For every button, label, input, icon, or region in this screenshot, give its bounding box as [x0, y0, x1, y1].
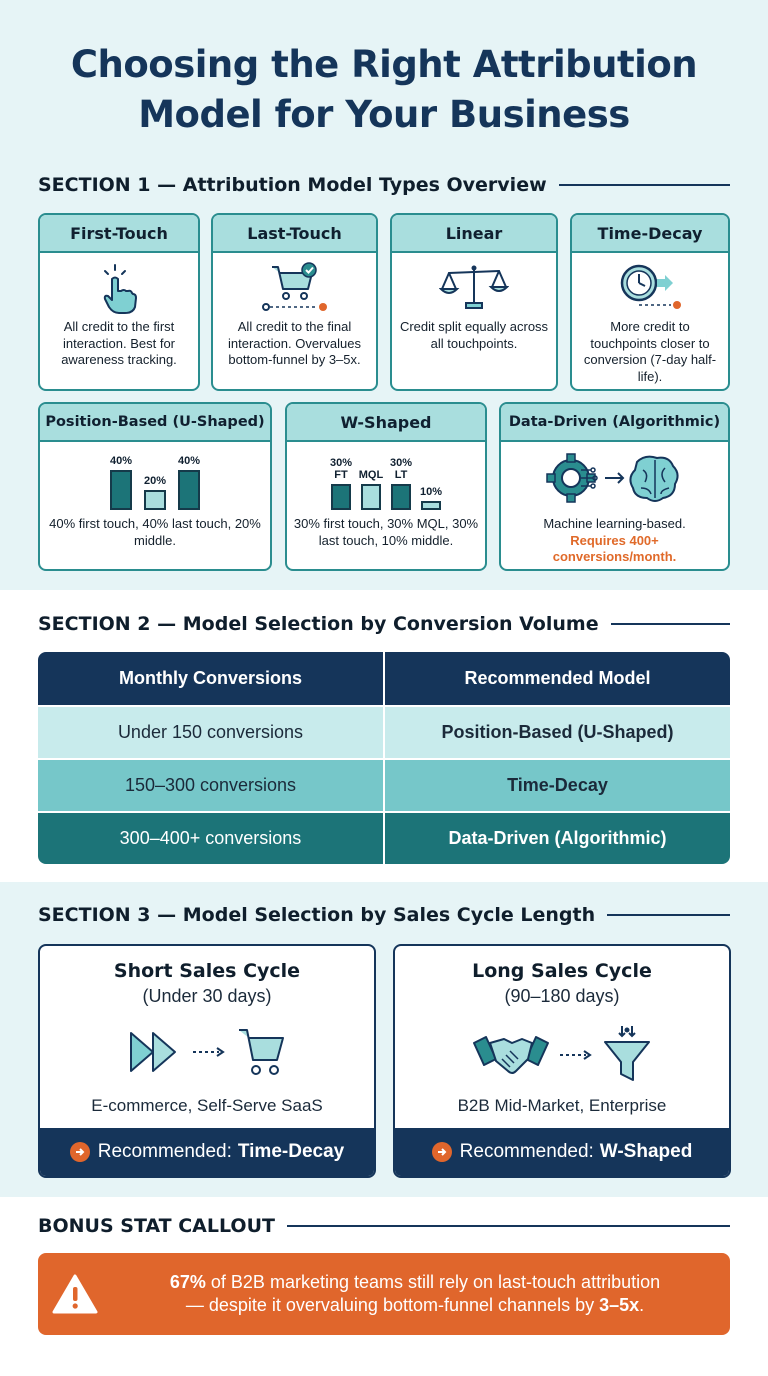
card-title: Time-Decay	[572, 215, 728, 253]
card-title: Linear	[392, 215, 556, 253]
bar-label: 40%	[177, 455, 201, 467]
column-header: Monthly Conversions	[118, 668, 302, 688]
table-cell: 300–400+ conversions	[119, 828, 302, 848]
bonus-stat-text: 67% of B2B marketing teams still rely on last-touch attribution — despite it overvaluing bottom-funnel channels by 3–5x.	[169, 1272, 661, 1315]
column-header: Recommended Model	[383, 652, 730, 705]
cycle-icons	[40, 1024, 374, 1080]
bar	[361, 484, 381, 510]
fast-forward-icon	[127, 1027, 183, 1077]
section2-heading: SECTION 2 — Model Selection by Conversion Volume	[38, 613, 730, 635]
bar-label: 20%	[143, 475, 167, 487]
card-title: Position-Based (U-Shaped)	[40, 404, 270, 442]
bar	[110, 470, 132, 510]
card-position-based	[38, 402, 272, 571]
cycle-recommendation: Recommended: Time-Decay	[40, 1128, 374, 1176]
card-desc: All credit to the first interaction. Best for awareness tracking.	[61, 319, 177, 367]
card-linear	[390, 213, 558, 391]
card-desc: Credit split equally across all touchpoints.	[399, 319, 549, 351]
card-data-driven	[499, 402, 730, 571]
table-row	[38, 811, 730, 864]
arrow-right-icon	[70, 1142, 90, 1162]
funnel-icon	[602, 1024, 652, 1086]
card-time-decay	[570, 213, 730, 391]
bar	[178, 470, 200, 510]
pointer-hand-icon	[40, 263, 198, 315]
clock-arrow-icon	[572, 261, 728, 313]
bar-label: 30% LT	[389, 457, 413, 481]
card-desc: 40% first touch, 40% last touch, 20% middle.	[49, 516, 261, 548]
shopping-cart-icon	[235, 1024, 287, 1080]
dotted-arrow-icon	[191, 1046, 227, 1058]
section3-heading: SECTION 3 — Model Selection by Sales Cycle Length	[38, 904, 730, 926]
long-cycle-card	[393, 944, 731, 1178]
table-cell: 150–300 conversions	[124, 775, 297, 795]
table-row	[38, 705, 730, 758]
section1-heading: SECTION 1 — Attribution Model Types Overview	[38, 174, 730, 196]
bar	[421, 501, 441, 510]
bonus-heading: BONUS STAT CALLOUT	[38, 1215, 730, 1237]
conversion-volume-table	[38, 652, 730, 864]
cycle-icons	[395, 1024, 729, 1086]
u-shaped-bars	[40, 448, 270, 510]
warning-icon	[52, 1273, 98, 1315]
table-cell: Data-Driven (Algorithmic)	[383, 813, 730, 864]
card-title: First-Touch	[40, 215, 198, 253]
arrow-right-icon	[432, 1142, 452, 1162]
short-cycle-card	[38, 944, 376, 1178]
table-row	[38, 758, 730, 811]
table-cell: Position-Based (U-Shaped)	[383, 707, 730, 758]
card-desc: 30% first touch, 30% MQL, 30% last touch, 10% middle.	[293, 516, 479, 548]
cycle-title: Short Sales Cycle	[113, 960, 301, 982]
cycle-examples: E-commerce, Self-Serve SaaS	[91, 1096, 323, 1115]
table-cell: Under 150 conversions	[117, 722, 304, 742]
data-requirement-warning: Requires 400+ conversions/month.	[552, 532, 677, 564]
card-desc: Machine learning-based. Requires 400+ conversions/month.	[543, 516, 686, 564]
cycle-duration: (90–180 days)	[504, 986, 620, 1006]
card-desc: More credit to touchpoints closer to conversion (7-day half-life).	[583, 319, 717, 384]
bar-label: 40%	[109, 455, 133, 467]
table-cell: Time-Decay	[383, 760, 730, 811]
gear-brain-icon	[501, 452, 728, 506]
table-header	[38, 652, 730, 705]
bar	[391, 484, 411, 510]
dotted-arrow-icon	[558, 1049, 594, 1061]
cycle-title: Long Sales Cycle	[472, 960, 652, 982]
cycle-recommendation: Recommended: W-Shaped	[395, 1128, 729, 1176]
bonus-stat-callout	[38, 1253, 730, 1335]
bar-label: 30% FT	[329, 457, 353, 481]
page-title: Choosing the Right Attribution Model for Your Business	[70, 43, 698, 136]
cycle-examples: B2B Mid-Market, Enterprise	[457, 1096, 667, 1115]
card-title: Data-Driven (Algorithmic)	[501, 404, 728, 442]
card-last-touch	[211, 213, 378, 391]
w-shaped-bars	[287, 448, 485, 510]
card-first-touch	[38, 213, 200, 391]
card-w-shaped	[285, 402, 487, 571]
cycle-duration: (Under 30 days)	[142, 986, 272, 1006]
bar-label: MQL	[358, 469, 384, 481]
handshake-icon	[472, 1029, 550, 1081]
balance-scale-icon	[392, 263, 556, 311]
bar	[331, 484, 351, 510]
card-title: Last-Touch	[213, 215, 376, 253]
cart-check-icon	[213, 261, 376, 313]
card-desc: All credit to the final interaction. Overvalues bottom-funnel by 3–5x.	[228, 319, 361, 367]
card-title: W-Shaped	[287, 404, 485, 442]
bar	[144, 490, 166, 510]
bar-label: 10%	[419, 486, 443, 498]
